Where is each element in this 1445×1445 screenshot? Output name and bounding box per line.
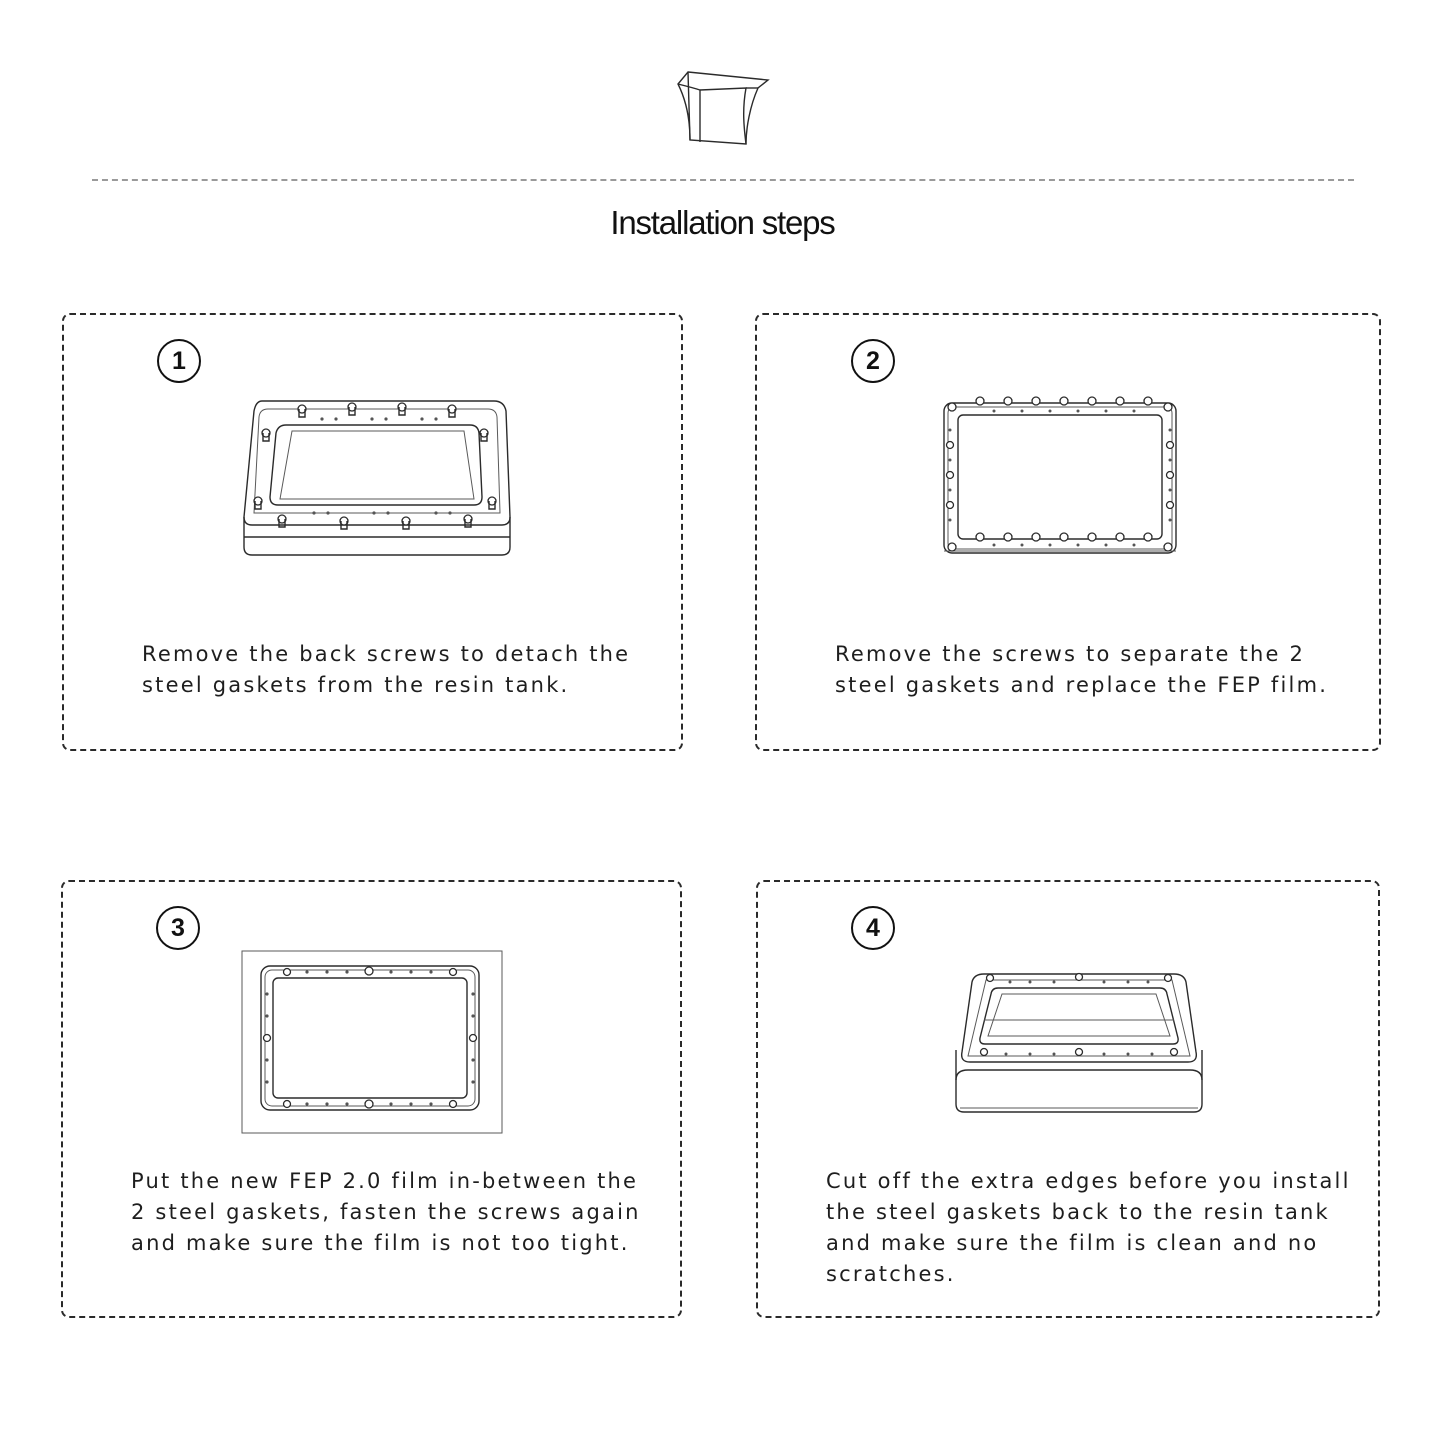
step-number-badge: 1 xyxy=(157,339,201,383)
fep-film-sheet-icon xyxy=(672,66,772,150)
step-number-badge: 4 xyxy=(851,906,895,950)
step-description: Put the new FEP 2.0 film in-between the 2 steel gaskets, fasten the screws again and make sure the film is not too tight. xyxy=(131,1169,641,1255)
step-card-1 xyxy=(62,313,683,751)
step-description: Remove the screws to separate the 2 steel gaskets and replace the FEP film. xyxy=(835,642,1329,697)
step-number-badge: 3 xyxy=(156,906,200,950)
step-card-2 xyxy=(755,313,1381,751)
resin-tank-illustration xyxy=(238,397,518,557)
step-description: Remove the back screws to detach the steel gaskets from the resin tank. xyxy=(142,642,631,697)
step-card-3 xyxy=(61,880,682,1318)
step-description: Cut off the extra edges before you install the steel gaskets back to the resin tank and make sure the film is clean and no scratches. xyxy=(826,1169,1351,1286)
step-number-badge: 2 xyxy=(851,339,895,383)
page-title: Installation steps xyxy=(610,204,835,241)
step-card-4 xyxy=(756,880,1380,1318)
section-divider xyxy=(92,179,1354,181)
gaskets-on-film-illustration xyxy=(241,950,503,1134)
gasket-on-tank-illustration xyxy=(954,970,1204,1114)
steel-gaskets-illustration xyxy=(940,395,1180,559)
